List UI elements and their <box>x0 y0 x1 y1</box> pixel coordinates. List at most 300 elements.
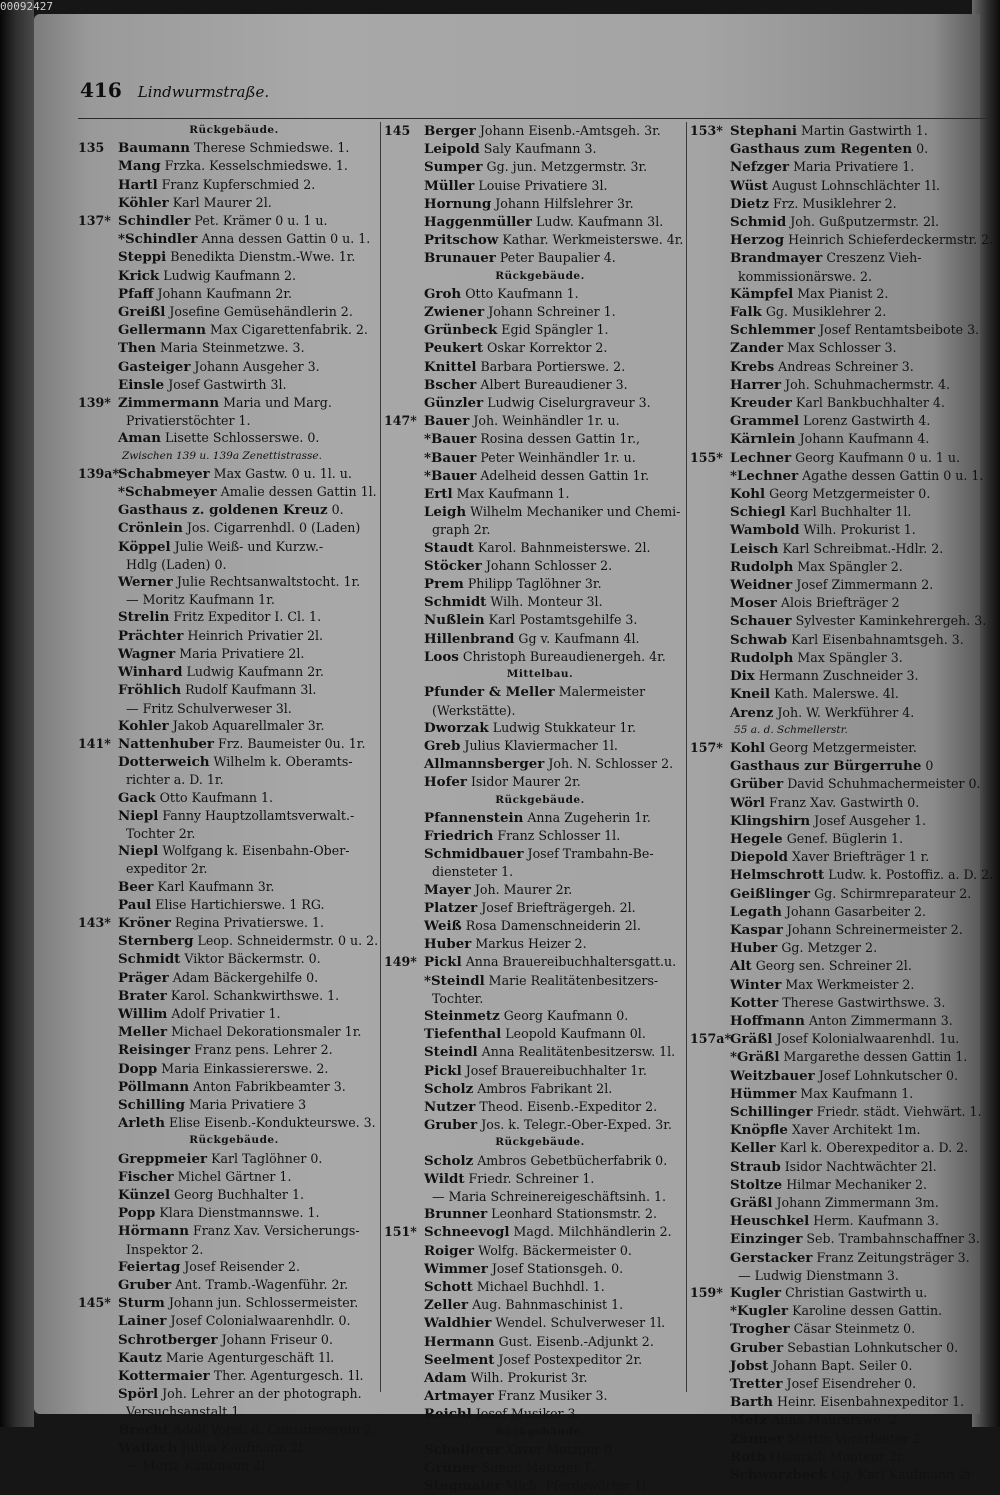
resident-surname: Hornung <box>424 195 492 212</box>
resident-details: Frz. Musiklehrer 2. <box>773 195 897 211</box>
resident-details: Benedikta Dienstm.-Wwe. 1r. <box>170 249 356 265</box>
directory-entry <box>78 465 390 483</box>
resident-surname: Kohl <box>730 486 766 503</box>
directory-entry <box>78 1258 390 1276</box>
directory-entry <box>384 376 696 394</box>
resident-surname: Nußlein <box>424 612 485 629</box>
entry-continuation: — Moriz Kaufmann 2l. <box>126 1458 270 1474</box>
resident-surname: *Schabmeyer <box>118 484 217 501</box>
resident-surname: Harrer <box>730 376 782 393</box>
resident-surname: Platzer <box>424 899 478 916</box>
resident-details: Elise Eisenb.-Kondukteurswe. 3. <box>169 1115 376 1131</box>
resident-details: 0. <box>916 141 929 157</box>
resident-details: Georg Buchhalter 1. <box>174 1186 304 1202</box>
directory-entry <box>690 503 994 521</box>
resident-details: Andreas Schreiner 3. <box>778 358 914 374</box>
directory-entry <box>690 231 994 249</box>
directory-entry <box>78 230 390 248</box>
resident-surname: Pfunder & Meller <box>424 684 555 701</box>
resident-surname: Sternberg <box>118 933 194 950</box>
resident-details: Otto Kaufmann 1. <box>465 285 579 301</box>
resident-details: Josefine Gemüsehändlerin 2. <box>169 304 353 320</box>
resident-surname: Grammel <box>730 413 800 430</box>
resident-surname: Straub <box>730 1158 781 1175</box>
directory-entry <box>690 394 994 412</box>
resident-details: Johann Hilfslehrer 3r. <box>495 195 634 211</box>
directory-entry <box>78 248 390 266</box>
resident-surname: *Schindler <box>118 231 198 248</box>
resident-details: Oskar Korrektor 2. <box>487 340 608 356</box>
directory-entry <box>384 231 696 249</box>
resident-surname: Hofer <box>424 774 467 791</box>
directory-entry <box>78 483 390 501</box>
resident-surname: Leipold <box>424 141 480 158</box>
resident-details: Franz Xav. Versicherungs- <box>192 1223 360 1239</box>
directory-entry <box>690 1448 994 1466</box>
directory-entry <box>78 1060 390 1078</box>
directory-entry <box>78 807 390 825</box>
resident-details: Karol. Bahnmeisterswe. 2l. <box>477 539 651 555</box>
directory-entry <box>384 1242 696 1260</box>
directory-entry <box>78 663 390 681</box>
resident-details: Max Spängler 2. <box>797 558 903 574</box>
resident-surname: Knöpfle <box>730 1122 788 1139</box>
header-rule <box>78 118 988 119</box>
resident-details: Karl Eisenbahnamtsgeh. 3. <box>791 631 964 647</box>
directory-entry <box>78 681 390 699</box>
directory-entry <box>384 1333 696 1351</box>
resident-surname: Ertl <box>424 486 453 503</box>
resident-surname: Lainer <box>118 1313 167 1330</box>
resident-surname: Schott <box>424 1279 473 1295</box>
resident-surname: *Bauer <box>424 431 477 448</box>
resident-surname: Dworzak <box>424 719 489 736</box>
resident-details: Klara Dienstmannswe. 1. <box>159 1205 320 1221</box>
resident-details: Wendel. Schulverweser 1l. <box>495 1315 666 1331</box>
house-number: 145 <box>384 123 411 138</box>
resident-details: Frz. Baumeister 0u. 1r. <box>217 735 366 751</box>
resident-details: Wolfg. Bäckermeister 0. <box>478 1242 632 1258</box>
directory-entry <box>690 158 994 176</box>
resident-surname: Schrotberger <box>118 1331 218 1348</box>
resident-details: Maria Privatiere 2l. <box>179 645 305 661</box>
resident-surname: Krick <box>118 267 160 284</box>
resident-details: Anna Brauereibuchhaltersgatt.u. <box>465 954 677 970</box>
resident-details: Rosa Damenschneiderin 2l. <box>465 917 641 933</box>
resident-surname: Metz <box>730 1412 768 1429</box>
resident-details: Jos. k. Telegr.-Ober-Exped. 3r. <box>481 1117 672 1133</box>
directory-entry <box>690 1393 994 1411</box>
directory-entry <box>384 539 696 557</box>
resident-surname: Weitzbauer <box>730 1067 815 1084</box>
resident-details: Ludw. k. Postoffiz. a. D. 2. <box>828 867 994 883</box>
resident-details: Johann Kaufmann 4. <box>799 431 930 447</box>
resident-details: Max Kaufmann 1. <box>800 1085 914 1101</box>
resident-details: Adolf Vorst. d. Consumverein 2. <box>172 1421 376 1437</box>
directory-entry <box>690 1158 994 1176</box>
resident-surname: Aman <box>118 430 161 447</box>
directory-entry <box>78 321 390 339</box>
resident-details: Fritz Expeditor I. Cl. 1. <box>173 609 322 625</box>
entry-continuation: Versuchsanstalt 1. <box>126 1404 244 1420</box>
resident-surname: Nutzer <box>424 1098 476 1115</box>
resident-details: Wilhelm Mechaniker und Chemi- <box>470 504 681 520</box>
resident-surname: Friedrich <box>424 827 494 844</box>
resident-details: Hilmar Mechaniker 2. <box>786 1176 927 1192</box>
resident-surname: Arenz <box>730 704 774 721</box>
directory-entry <box>78 1186 390 1204</box>
directory-entry <box>78 987 390 1005</box>
resident-details: Heinrich Monteur 2r. <box>770 1448 906 1464</box>
resident-details: Franz Zeitungsträger 3. <box>816 1249 970 1265</box>
resident-details: Max Spängler 3. <box>797 649 903 665</box>
directory-entry <box>384 630 696 648</box>
resident-surname: *Lechner <box>730 467 799 484</box>
directory-entry <box>78 753 390 771</box>
resident-details: August Lohnschlächter 1l. <box>771 177 940 193</box>
resident-details: Josef Colonialwaarenhdlr. 0. <box>170 1313 351 1329</box>
resident-surname: Leisch <box>730 540 779 557</box>
house-number: 157a* <box>690 1031 732 1047</box>
cross-street-note: 55 a. d. Schmellerstr. <box>734 723 848 736</box>
resident-surname: Müller <box>424 177 475 194</box>
directory-entry <box>78 157 390 175</box>
resident-details: Seb. Trambahnschaffner 3. <box>806 1231 980 1247</box>
directory-entry <box>384 809 696 827</box>
directory-entry <box>384 1098 696 1116</box>
resident-details: Johann jun. Schlossermeister. <box>168 1295 359 1311</box>
entry-continuation: Hdlg (Laden) 0. <box>126 556 227 572</box>
directory-entry <box>690 558 994 576</box>
directory-entry <box>384 249 696 267</box>
resident-surname: *Bauer <box>424 467 477 484</box>
directory-entry <box>78 358 390 376</box>
resident-details: Gg. Metzger 2. <box>781 940 878 956</box>
resident-surname: Sturm <box>118 1295 165 1312</box>
resident-surname: Sumper <box>424 159 483 176</box>
resident-surname: Hartl <box>118 176 158 193</box>
resident-details: Otto Kaufmann 1. <box>159 789 273 805</box>
resident-surname: Kröner <box>118 914 171 931</box>
resident-surname: Barth <box>730 1394 773 1411</box>
resident-surname: Künzel <box>118 1186 171 1203</box>
resident-details: Max Kaufmann 1. <box>456 486 570 502</box>
resident-details: Rosina dessen Gattin 1r., <box>480 431 640 447</box>
resident-details: Anton Zimmermann 3. <box>808 1012 953 1028</box>
entry-continuation: — Moritz Kaufmann 1r. <box>126 592 275 608</box>
resident-details: Karl Kaufmann 3r. <box>157 878 275 894</box>
resident-details: Lorenz Gastwirth 4. <box>803 413 931 429</box>
directory-entry <box>78 394 390 412</box>
directory-entry <box>78 627 390 645</box>
house-number: 139* <box>78 395 111 411</box>
resident-surname: Schmid <box>730 214 787 231</box>
resident-surname: Geißlinger <box>730 885 811 902</box>
directory-entry <box>690 249 994 267</box>
directory-entry <box>690 576 994 594</box>
resident-surname: Loos <box>424 648 459 665</box>
resident-details: Isidor Nachtwächter 2l. <box>784 1158 937 1174</box>
resident-surname: Willim <box>118 1005 168 1022</box>
resident-details: Regina Privatierswe. 1. <box>174 914 325 930</box>
resident-details: Maria Einkassiererswe. 2. <box>161 1060 329 1076</box>
directory-entry <box>384 213 696 231</box>
directory-entry <box>78 1005 390 1023</box>
entry-continuation: Inspektor 2. <box>126 1241 204 1257</box>
resident-surname: Hörmann <box>118 1223 189 1240</box>
resident-surname: Meller <box>118 1024 168 1041</box>
house-number: 139a* <box>78 465 120 481</box>
directory-entry <box>384 158 696 176</box>
resident-surname: Berger <box>424 123 476 139</box>
resident-details: Therese Schmiedswe. 1. <box>194 140 350 156</box>
resident-surname: Steinmetz <box>424 1007 500 1024</box>
directory-entry <box>384 1369 696 1387</box>
resident-surname: Winhard <box>118 664 183 681</box>
directory-entry <box>690 321 994 339</box>
resident-surname: Leigh <box>424 504 467 521</box>
resident-surname: Nattenhuber <box>118 735 214 752</box>
resident-details: Karl Maurer 2l. <box>172 194 272 210</box>
resident-details: Johann Schreinermeister 2. <box>786 921 963 937</box>
resident-details: Joh. Lehrer an der photograph. <box>162 1386 362 1402</box>
directory-entry <box>690 213 994 231</box>
resident-details: Johann Bapt. Seiler 0. <box>772 1357 913 1373</box>
directory-entry <box>690 177 994 195</box>
resident-surname: Wildt <box>424 1170 465 1187</box>
directory-entry <box>78 896 390 914</box>
resident-surname: Schilling <box>118 1096 186 1113</box>
directory-entry <box>690 1357 994 1375</box>
resident-surname: Kohler <box>118 717 169 734</box>
resident-surname: Trogher <box>730 1321 790 1338</box>
directory-entry <box>384 1296 696 1314</box>
resident-surname: Knittel <box>424 358 477 375</box>
resident-details: Michael Dekorationsmaler 1r. <box>171 1024 362 1040</box>
directory-entry <box>78 139 390 157</box>
resident-surname: Stephani <box>730 123 797 139</box>
resident-surname: Schmidt <box>118 951 181 968</box>
entry-continuation: diensteter 1. <box>432 864 514 880</box>
resident-surname: Kaspar <box>730 921 783 938</box>
directory-entry <box>690 339 994 357</box>
resident-details: Sebastian Lohnkutscher 0. <box>787 1339 959 1355</box>
directory-entry <box>690 1121 994 1139</box>
house-number: 141* <box>78 735 111 751</box>
directory-entry <box>384 755 696 773</box>
directory-page <box>34 14 994 1495</box>
directory-entry <box>690 1067 994 1085</box>
resident-surname: Baumann <box>118 140 191 157</box>
resident-surname: Allmannsberger <box>424 756 545 773</box>
directory-entry <box>384 1351 696 1369</box>
entry-continuation: — Maria Schreinereigeschäftsinh. 1. <box>432 1188 667 1204</box>
directory-entry <box>78 519 390 537</box>
directory-entry <box>690 195 994 213</box>
directory-entry <box>384 467 696 485</box>
directory-entry <box>384 1387 696 1405</box>
resident-surname: Artmayer <box>424 1388 494 1405</box>
directory-entry <box>690 140 994 158</box>
resident-details: Karl Taglöhner 0. <box>211 1150 323 1166</box>
resident-details: Karl k. Oberexpeditor a. D. 2. <box>779 1140 969 1156</box>
directory-entry <box>78 1276 390 1294</box>
resident-details: Egid Spängler 1. <box>501 322 609 338</box>
resident-surname: Kämpfel <box>730 285 794 302</box>
resident-surname: Legath <box>730 903 782 920</box>
resident-details: Anna dessen Gattin 0 u. 1. <box>201 231 371 247</box>
directory-entry <box>78 1367 390 1385</box>
directory-entry <box>384 503 696 521</box>
page-number: 416 <box>80 78 122 102</box>
resident-surname: Gasthaus zum Regenten <box>730 141 913 158</box>
resident-surname: Hermann <box>424 1333 495 1350</box>
directory-entry <box>690 449 994 467</box>
directory-entry <box>384 1459 696 1477</box>
directory-entry <box>384 1477 696 1495</box>
directory-entry <box>384 1062 696 1080</box>
directory-entry <box>384 1025 696 1043</box>
resident-details: Josef Kolonialwaarenhdl. 1u. <box>776 1031 960 1047</box>
resident-details: Ant. Tramb.-Wagenführ. 2r. <box>175 1277 349 1292</box>
directory-entry <box>384 683 696 701</box>
resident-surname: Pfaff <box>118 285 154 302</box>
resident-details: Josef Reisender 2. <box>184 1258 300 1274</box>
directory-entry <box>690 739 994 757</box>
resident-surname: Hegele <box>730 830 783 847</box>
directory-entry <box>690 285 994 303</box>
directory-entry <box>78 1349 390 1367</box>
resident-details: Wolfgang k. Eisenbahn-Ober- <box>162 843 350 859</box>
resident-details: Joh. Gußputzermstr. 2l. <box>790 214 940 230</box>
resident-details: Johann Eisenb.-Amtsgeh. 3r. <box>479 123 661 138</box>
resident-surname: Wimmer <box>424 1260 488 1277</box>
resident-surname: Grünbeck <box>424 322 498 339</box>
resident-details: Joh. W. Werkführer 4. <box>777 704 915 720</box>
directory-entry <box>384 339 696 357</box>
entry-continuation: — Fritz Schulverweser 3l. <box>126 700 292 716</box>
resident-surname: Stegmaier <box>424 1478 502 1495</box>
resident-details: Agathe dessen Gattin 0 u. 1. <box>802 467 984 483</box>
directory-entry <box>78 969 390 987</box>
resident-details: Georg Metzgermeister 0. <box>769 486 931 502</box>
resident-details: Leop. Schneidermstr. 0 u. 2. <box>197 933 379 949</box>
entry-continuation: Tochter 2r. <box>126 825 196 841</box>
resident-details: Wilh. Prokurist 1. <box>803 522 916 538</box>
resident-surname: Jobst <box>730 1357 769 1374</box>
directory-entry <box>690 794 994 812</box>
resident-surname: Groh <box>424 285 462 302</box>
directory-entry <box>78 1294 390 1312</box>
directory-entry <box>690 412 994 430</box>
resident-surname: Feiertag <box>118 1258 181 1275</box>
resident-surname: Heuschkel <box>730 1213 810 1230</box>
directory-entry <box>78 789 390 807</box>
directory-entry <box>78 1204 390 1222</box>
resident-surname: Kreuder <box>730 395 792 412</box>
resident-details: Gust. Eisenb.-Adjunkt 2. <box>498 1333 654 1349</box>
resident-surname: Tretter <box>730 1376 783 1393</box>
resident-surname: Huber <box>730 940 778 957</box>
directory-entry <box>384 1007 696 1025</box>
resident-details: Johann Gasarbeiter 2. <box>785 903 927 919</box>
resident-details: Josef Briefträgergeh. 2l. <box>481 899 636 915</box>
resident-details: Viktor Bäckermstr. 0. <box>184 951 321 967</box>
resident-details: Joh. N. Schlosser 2. <box>548 756 674 772</box>
directory-entry <box>690 1230 994 1248</box>
directory-entry <box>690 885 994 903</box>
resident-details: Barbara Portierswe. 2. <box>480 358 626 374</box>
resident-surname: Günzler <box>424 395 484 412</box>
directory-entry <box>384 485 696 503</box>
directory-entry <box>384 285 696 303</box>
resident-surname: Schmidbauer <box>424 846 524 863</box>
resident-details: Louise Privatiere 3l. <box>478 177 608 193</box>
resident-details: Max Gastw. 0 u. 1l. u. <box>213 465 352 481</box>
resident-details: Ambros Gebetbücherfabrik 0. <box>477 1152 668 1168</box>
directory-entry <box>690 358 994 376</box>
directory-entry <box>384 1223 696 1241</box>
resident-details: Margarethe dessen Gattin 1. <box>783 1049 968 1065</box>
resident-details: Gg. Musiklehrer 2. <box>765 304 887 320</box>
resident-surname: Schwab <box>730 631 788 648</box>
resident-details: Sylvester Kaminkehrergeh. 3. <box>795 613 987 629</box>
resident-details: Georg Metzgermeister. <box>769 739 917 755</box>
resident-surname: Werner <box>118 574 173 591</box>
directory-entry <box>78 878 390 896</box>
resident-surname: Helmschrott <box>730 867 825 884</box>
resident-surname: Kugler <box>730 1285 782 1301</box>
resident-details: Gg v. Kaufmann 4l. <box>518 630 640 646</box>
directory-entry <box>78 176 390 194</box>
resident-surname: Gasthaus zur Bürgerruhe <box>730 758 922 775</box>
resident-surname: Gack <box>118 789 156 806</box>
resident-details: Lisette Schlosserswe. 0. <box>165 430 320 446</box>
resident-details: Max Cigarettenfabrik. 2. <box>210 322 368 338</box>
resident-surname: Greppmeier <box>118 1150 208 1167</box>
directory-entry <box>690 830 994 848</box>
resident-surname: Bauer <box>424 413 470 430</box>
resident-surname: Schiegl <box>730 504 786 521</box>
house-number: 159* <box>690 1285 723 1300</box>
resident-details: Adam Bäckergehilfe 0. <box>172 969 319 985</box>
resident-surname: Wallach <box>118 1439 178 1456</box>
resident-details: Josef Ausgeher 1. <box>814 812 927 828</box>
resident-details: Xaver Architekt 1m. <box>791 1122 921 1138</box>
resident-details: Anton Fabrikbeamter 3. <box>193 1078 346 1094</box>
directory-entry <box>690 976 994 994</box>
resident-details: Anna Maurerswe. 2. <box>771 1412 901 1428</box>
directory-entry <box>78 1041 390 1059</box>
resident-details: Maria und Marg. <box>223 395 332 411</box>
directory-entry <box>384 881 696 899</box>
directory-entry <box>78 212 390 230</box>
directory-entry <box>384 1405 696 1423</box>
directory-entry <box>690 921 994 939</box>
directory-entry <box>690 1085 994 1103</box>
resident-details: Aug. Bahnmaschinist 1. <box>472 1297 624 1313</box>
directory-entry <box>690 594 994 612</box>
resident-surname: Zimmermann <box>118 395 220 412</box>
resident-details: Michel Gärtner 1. <box>177 1168 292 1184</box>
resident-details: Creszenz Vieh- <box>826 250 922 266</box>
resident-surname: Arleth <box>118 1115 165 1132</box>
resident-surname: Niepl <box>118 843 159 860</box>
directory-entry <box>78 842 390 860</box>
resident-details: Ludwig Stukkateur 1r. <box>492 719 636 735</box>
directory-entry <box>690 1466 994 1484</box>
book-binding <box>0 0 34 1427</box>
